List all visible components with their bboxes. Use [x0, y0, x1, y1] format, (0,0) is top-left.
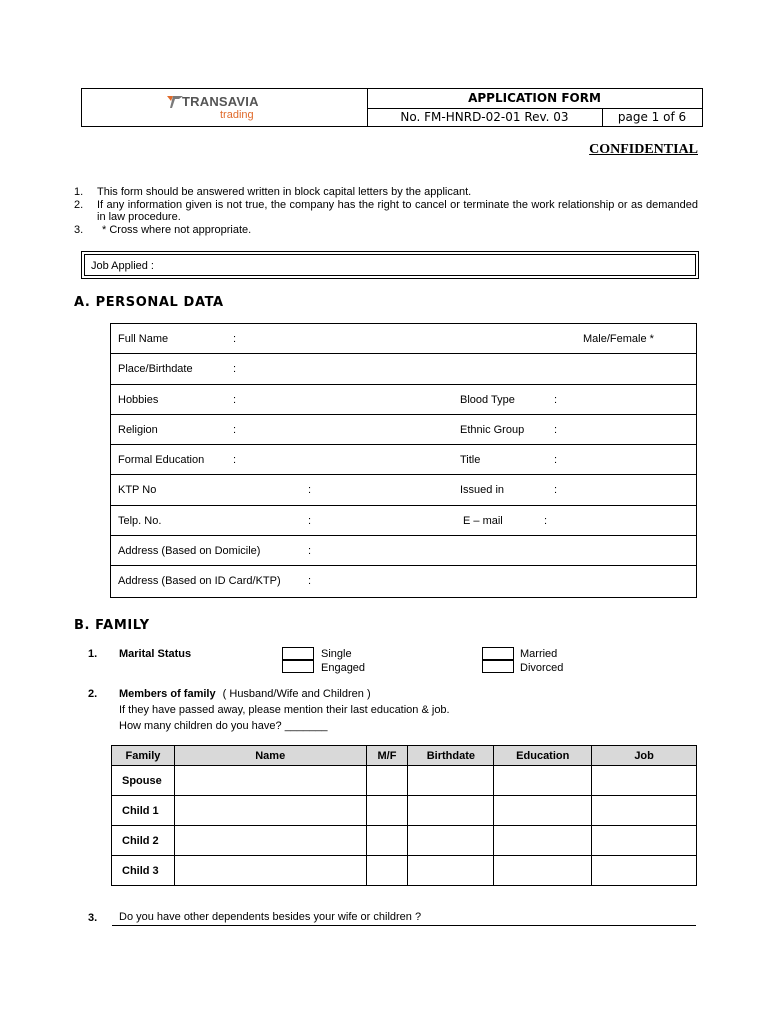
pd-label: KTP No — [118, 484, 157, 497]
col-family: Family — [112, 746, 175, 766]
pd-row-religion[interactable] — [111, 415, 696, 445]
form-title: APPLICATION FORM — [367, 89, 702, 109]
married-option-label: Married — [520, 648, 558, 660]
mf-cell[interactable] — [366, 766, 408, 796]
education-cell[interactable] — [494, 796, 592, 826]
col-job: Job — [592, 746, 697, 766]
birthdate-cell[interactable] — [408, 856, 494, 886]
job-cell[interactable] — [592, 766, 697, 796]
instruction-item — [74, 224, 698, 237]
personal-data-table — [110, 323, 697, 598]
pd-colon: : — [308, 575, 312, 588]
pd-row-full-name[interactable] — [111, 324, 696, 354]
pd-label-2: Title — [460, 454, 481, 467]
table-row — [112, 856, 697, 886]
pd-colon: : — [233, 333, 237, 345]
pd-row-ktp-no[interactable] — [111, 475, 696, 505]
logo-name: TRANSAVIA — [182, 94, 259, 109]
q2-number: 2. — [88, 688, 98, 700]
pd-label-2: Ethnic Group — [460, 423, 525, 436]
job-cell[interactable] — [592, 826, 697, 856]
pd-row-formal-education[interactable] — [111, 445, 696, 475]
members-of-family-label: Members of family — [119, 688, 216, 700]
name-cell[interactable] — [174, 766, 366, 796]
marital-status-label: Marital Status — [119, 648, 192, 660]
job-applied-box — [81, 251, 699, 279]
pd-label-2: Issued in — [460, 484, 505, 497]
section-b-title: B. FAMILY — [74, 618, 150, 633]
engaged-checkbox[interactable] — [282, 660, 314, 673]
single-option-label: Single — [321, 648, 352, 660]
name-cell[interactable] — [174, 796, 366, 826]
instruction-num: 2. — [74, 198, 84, 211]
col-mf: M/F — [366, 746, 408, 766]
pd-row-place-birthdate[interactable] — [111, 354, 696, 384]
other-dependents-question[interactable] — [112, 911, 696, 926]
col-education: Education — [494, 746, 592, 766]
row-label: Spouse — [112, 766, 175, 796]
job-applied-field[interactable]: Job Applied : — [84, 254, 696, 276]
form-header — [81, 88, 703, 127]
pd-colon: : — [233, 423, 237, 436]
education-cell[interactable] — [494, 856, 592, 886]
instruction-text: If any information given is not true, the company has the right to cancel or terminate the work relationship or as demanded in law procedure. — [97, 198, 698, 223]
row-label: Child 1 — [112, 796, 175, 826]
row-label: Child 2 — [112, 826, 175, 856]
divorced-option-label: Divorced — [520, 662, 564, 674]
birthdate-cell[interactable] — [408, 766, 494, 796]
pd-colon: : — [308, 484, 312, 497]
pd-colon: : — [308, 545, 312, 558]
pd-colon-2: : — [554, 423, 558, 436]
birthdate-cell[interactable] — [408, 826, 494, 856]
pd-label-2: Blood Type — [460, 393, 515, 406]
children-count-question: How many children do you have? _______ — [119, 720, 328, 732]
engaged-option-label: Engaged — [321, 662, 366, 674]
mf-cell[interactable] — [366, 796, 408, 826]
pd-label: Address (Based on Domicile) — [118, 545, 261, 558]
pd-label: Address (Based on ID Card/KTP) — [118, 575, 281, 588]
pd-colon: : — [233, 454, 237, 467]
logo-sub: trading — [220, 109, 254, 121]
name-cell[interactable] — [174, 856, 366, 886]
section-a-title: A. PERSONAL DATA — [74, 295, 224, 310]
q3-number: 3. — [88, 912, 98, 924]
divorced-checkbox[interactable] — [482, 660, 514, 673]
logo-cell — [82, 89, 368, 126]
instructions-list — [74, 186, 698, 236]
instruction-num: 1. — [74, 186, 84, 198]
pd-colon-2: : — [554, 454, 558, 467]
education-cell[interactable] — [494, 826, 592, 856]
pd-label-2: Male/Female * — [583, 333, 654, 345]
mf-cell[interactable] — [366, 856, 408, 886]
pd-colon-2: : — [554, 484, 558, 497]
instruction-text: This form should be answered written in block capital letters by the applicant. — [97, 186, 472, 198]
pd-colon-2: : — [544, 514, 548, 527]
pd-label: Formal Education — [118, 454, 205, 467]
family-members-table — [111, 745, 697, 886]
mf-cell[interactable] — [366, 826, 408, 856]
pd-colon: : — [233, 363, 237, 376]
name-cell[interactable] — [174, 826, 366, 856]
members-of-family-heading — [119, 688, 371, 700]
col-name: Name — [174, 746, 366, 766]
table-row — [112, 826, 697, 856]
table-row — [112, 766, 697, 796]
q1-number: 1. — [88, 648, 98, 660]
form-number: No. FM-HNRD-02-01 Rev. 03 — [367, 108, 603, 126]
instruction-text: * Cross where not appropriate. — [102, 223, 252, 236]
pd-label: Hobbies — [118, 393, 159, 406]
family-table-header — [112, 746, 697, 766]
instruction-num: 3. — [74, 223, 84, 236]
instruction-item — [74, 186, 698, 199]
page-number: page 1 of 6 — [617, 110, 687, 124]
other-dependents-label: Do you have other dependents besides your wife or children ? — [119, 911, 422, 923]
pd-label: Full Name — [118, 333, 169, 345]
confidential-label: CONFIDENTIAL — [589, 142, 698, 157]
pd-colon: : — [233, 393, 237, 406]
pd-colon-2: : — [554, 393, 558, 406]
pd-label: Religion — [118, 423, 158, 436]
members-of-family-note: ( Husband/Wife and Children ) — [222, 688, 371, 700]
pd-label: Place/Birthdate — [118, 363, 193, 376]
single-checkbox[interactable] — [282, 647, 314, 660]
pd-row-address-ktp[interactable] — [111, 566, 696, 596]
pd-label-2: E – mail — [463, 514, 503, 527]
row-label: Child 3 — [112, 856, 175, 886]
table-row — [112, 796, 697, 826]
married-checkbox[interactable] — [482, 647, 514, 660]
education-cell[interactable] — [494, 766, 592, 796]
deceased-note: If they have passed away, please mention their last education & job. — [119, 704, 450, 716]
instruction-item — [74, 199, 698, 224]
pd-row-hobbies[interactable] — [111, 385, 696, 415]
pd-row-address-domicile[interactable] — [111, 536, 696, 566]
pd-label: Telp. No. — [118, 514, 162, 527]
birthdate-cell[interactable] — [408, 796, 494, 826]
job-cell[interactable] — [592, 796, 697, 826]
pd-colon: : — [308, 514, 312, 527]
col-birthdate: Birthdate — [408, 746, 494, 766]
job-cell[interactable] — [592, 856, 697, 886]
pd-row-telp-no[interactable] — [111, 506, 696, 536]
